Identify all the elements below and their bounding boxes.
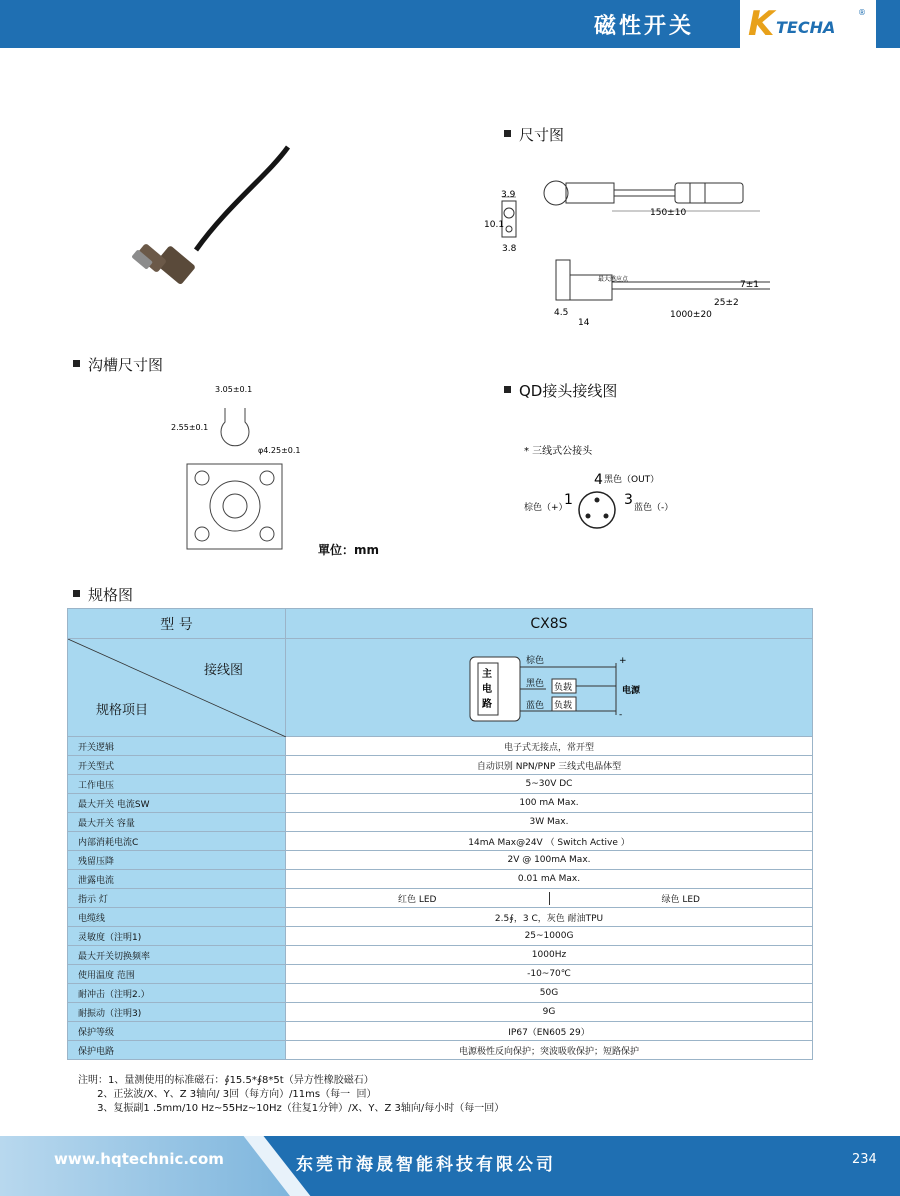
bullet-square-icon xyxy=(73,360,80,367)
spec-item-label: 保护等级 xyxy=(68,1022,286,1041)
table-row xyxy=(68,851,813,870)
dim-3-9: 3.9 xyxy=(501,190,516,200)
indicator-green: 绿色 LED xyxy=(661,894,700,905)
spec-item-value: 5~30V DC xyxy=(286,775,813,794)
pin1-label: 棕色（+） xyxy=(524,503,568,513)
note-3: 3、复振副1 .5mm/10 Hz~55Hz~10Hz（往复1分钟）/X、Y、Z 3轴向/每小时（每一回） xyxy=(78,1103,505,1114)
groove-width-label: 3.05±0.1 xyxy=(215,385,253,394)
dim-14: 14 xyxy=(578,318,590,328)
wiring-label: 接线图 xyxy=(204,663,244,678)
table-row xyxy=(68,756,813,775)
spec-item-label: 保护电路 xyxy=(68,1041,286,1060)
spec-item-value: 3W Max. xyxy=(286,813,813,832)
spec-item-label: 最大开关切换频率 xyxy=(68,946,286,965)
dim-10-1: 10.1 xyxy=(484,220,505,230)
table-row xyxy=(68,908,813,927)
power-label: 电源 xyxy=(622,686,641,696)
section-dimension-title: 尺寸图 xyxy=(519,126,565,144)
dim-1000: 1000±20 xyxy=(670,310,712,320)
pin4-number: 4 xyxy=(594,472,603,488)
table-row xyxy=(68,965,813,984)
pin1-number: 1 xyxy=(564,492,573,508)
spec-item-value: 0.01 mA Max. xyxy=(286,870,813,889)
spec-item-label: 耐振动（注明3) xyxy=(68,1003,286,1022)
max-sense-point: 最大感应点 xyxy=(598,276,629,283)
spec-table xyxy=(67,608,813,1060)
indicator-red: 红色 LED xyxy=(286,892,550,905)
table-row xyxy=(68,946,813,965)
pin3-number: 3 xyxy=(624,492,633,508)
dim-25: 25±2 xyxy=(714,298,739,308)
table-row xyxy=(68,889,813,908)
spec-item-value: IP67（EN605 29） xyxy=(286,1022,813,1041)
main-circuit-char-2: 电 xyxy=(482,684,492,695)
groove-height-label: 2.55±0.1 xyxy=(171,423,209,432)
model-label: 型 号 xyxy=(68,609,286,639)
wire-black: 黑色 xyxy=(526,679,545,689)
spec-item-label: 最大开关 容量 xyxy=(68,813,286,832)
dimension-drawing xyxy=(480,165,780,330)
spec-item-value: 50G xyxy=(286,984,813,1003)
dim-150: 150±10 xyxy=(650,208,687,218)
spec-item-value: 电源极性反向保护；突波吸收保护；短路保护 xyxy=(286,1041,813,1060)
spec-item-value: 自动识别 NPN/PNP 三线式电晶体型 xyxy=(286,756,813,775)
table-row xyxy=(68,813,813,832)
bullet-square-icon xyxy=(73,590,80,597)
bullet-square-icon xyxy=(504,386,511,393)
spec-item-value: 25~1000G xyxy=(286,927,813,946)
spec-item-label: 使用温度 范围 xyxy=(68,965,286,984)
table-row xyxy=(68,832,813,851)
spec-item-label: 最大开关 电流SW xyxy=(68,794,286,813)
qd-title: * 三线式公接头 xyxy=(524,446,593,457)
page-number: 234 xyxy=(852,1152,877,1167)
power-plus: + xyxy=(619,656,627,666)
spec-item-value: 2V @ 100mA Max. xyxy=(286,851,813,870)
spec-item-label: 指示 灯 xyxy=(68,889,286,908)
section-groove xyxy=(73,354,163,375)
spec-item-label: 残留压降 xyxy=(68,851,286,870)
dim-3-8: 3.8 xyxy=(502,244,517,254)
notes xyxy=(78,1074,504,1116)
table-row xyxy=(68,870,813,889)
wiring-header-cell xyxy=(68,639,286,737)
logo-text: TECHA xyxy=(776,18,836,37)
logo-registered: ® xyxy=(858,8,866,17)
section-spec xyxy=(73,584,133,605)
dim-4-5: 4.5 xyxy=(554,308,569,318)
wiring-row xyxy=(68,639,813,737)
spec-item-label: 泄露电流 xyxy=(68,870,286,889)
spec-rows xyxy=(68,737,813,1060)
table-row xyxy=(68,1041,813,1060)
spec-item-value: 9G xyxy=(286,1003,813,1022)
company-name: 东莞市海晟智能科技有限公司 xyxy=(296,1155,556,1175)
spec-item-value: 1000Hz xyxy=(286,946,813,965)
spec-item-value: 100 mA Max. xyxy=(286,794,813,813)
website-url[interactable]: www.hqtechnic.com xyxy=(54,1150,224,1168)
diagonal-line xyxy=(68,639,286,737)
spec-item-label: 内部消耗电流C xyxy=(68,832,286,851)
brand-logo xyxy=(740,0,876,48)
table-row xyxy=(68,984,813,1003)
wiring-diagram-cell xyxy=(286,639,813,737)
spec-item-value: 14mA Max@24V （ Switch Active ） xyxy=(286,832,813,851)
qd-connector-diagram xyxy=(510,440,710,540)
spec-items-label: 规格项目 xyxy=(96,703,149,718)
spec-item-value: 电子式无接点，常开型 xyxy=(286,737,813,756)
section-qd xyxy=(504,380,617,401)
spec-item-value: -10~70℃ xyxy=(286,965,813,984)
spec-item-value xyxy=(286,889,813,908)
pin4-label: 黑色（OUT） xyxy=(604,475,660,485)
section-dimension xyxy=(504,124,564,145)
pin3-label: 蓝色（-） xyxy=(634,503,674,513)
main-circuit-char-1: 主 xyxy=(482,669,492,680)
spec-item-label: 灵敏度（注明1) xyxy=(68,927,286,946)
groove-diameter-label: φ4.25±0.1 xyxy=(258,446,301,455)
spec-item-label: 电缆线 xyxy=(68,908,286,927)
dim-7: 7±1 xyxy=(740,280,759,290)
logo-k: K xyxy=(748,4,775,44)
spec-item-label: 开关型式 xyxy=(68,756,286,775)
section-qd-title: QD接头接线图 xyxy=(519,382,618,400)
section-spec-title: 规格图 xyxy=(88,586,134,604)
model-value: CX8S xyxy=(286,609,813,639)
wiring-diagram xyxy=(466,649,666,729)
load-2: 负载 xyxy=(554,701,573,711)
spec-item-label: 耐冲击（注明2.） xyxy=(68,984,286,1003)
spec-item-label: 工作电压 xyxy=(68,775,286,794)
note-1: 注明：1、量测使用的标准磁石：∮15.5*∮8*5t（异方性橡胶磁石） xyxy=(78,1075,374,1086)
wire-brown: 棕色 xyxy=(526,656,545,666)
groove-drawing xyxy=(165,380,315,555)
section-groove-title: 沟槽尺寸图 xyxy=(88,356,164,374)
table-row xyxy=(68,1003,813,1022)
spec-item-label: 开关逻辑 xyxy=(68,737,286,756)
product-photo xyxy=(118,135,308,335)
wire-blue: 蓝色 xyxy=(526,701,545,711)
table-row xyxy=(68,737,813,756)
table-header-row xyxy=(68,609,813,639)
note-2: 2、正弦波/X、Y、Z 3轴向/ 3回（每方向）/11ms（每一 回） xyxy=(78,1089,377,1100)
spec-item-value: 2.5∮，3 C，灰色 耐油TPU xyxy=(286,908,813,927)
load-1: 负载 xyxy=(554,683,573,693)
power-minus: - xyxy=(619,710,623,720)
bullet-square-icon xyxy=(504,130,511,137)
unit-label: 單位：mm xyxy=(318,543,380,557)
main-circuit-char-3: 路 xyxy=(482,699,492,710)
page-title: 磁性开关 xyxy=(593,14,694,39)
table-row xyxy=(68,794,813,813)
table-row xyxy=(68,1022,813,1041)
table-row xyxy=(68,775,813,794)
table-row xyxy=(68,927,813,946)
